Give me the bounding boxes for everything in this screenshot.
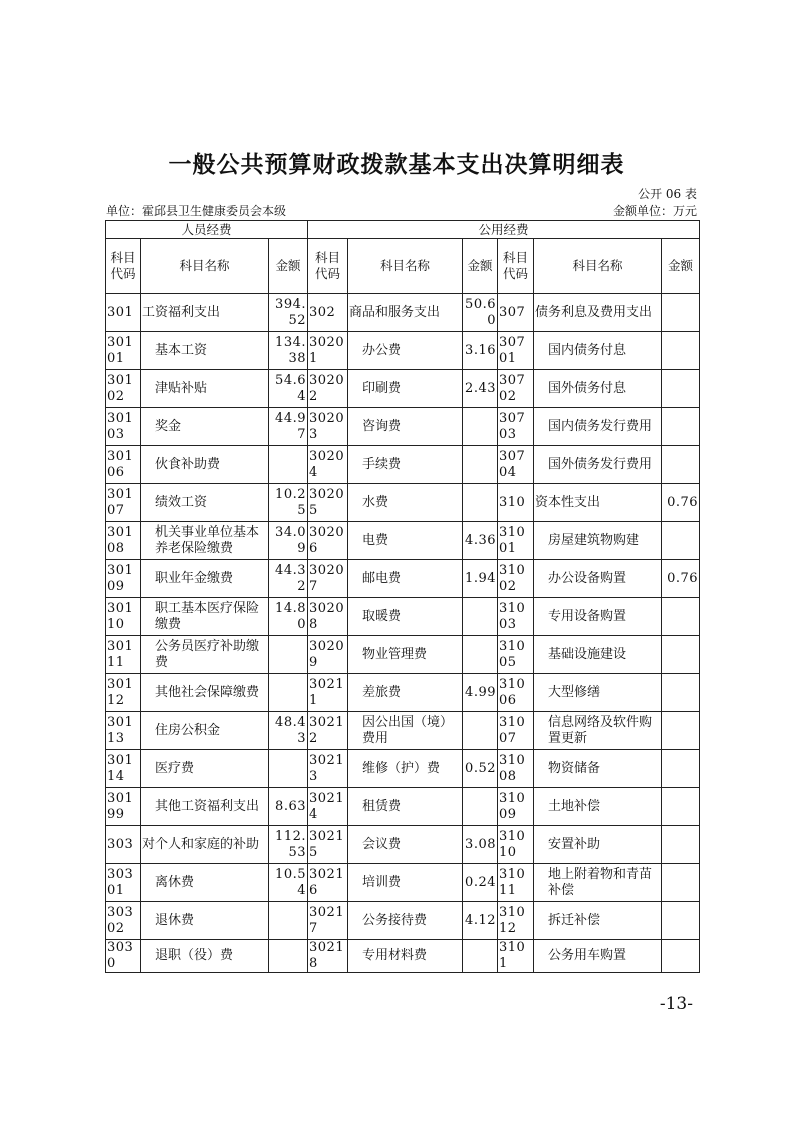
subject-name-cell: 物资储备 [534, 750, 662, 788]
money-unit-label: 金额单位：万元 [612, 204, 697, 218]
expenditure-table [105, 220, 700, 973]
subject-name-cell: 国内债务付息 [534, 332, 662, 370]
amount-cell: 54.64 [269, 370, 308, 408]
amount-cell [662, 636, 700, 674]
subject-name-cell: 专用设备购置 [534, 598, 662, 636]
subject-code-cell: 30302 [106, 902, 141, 940]
subject-name-cell: 手续费 [348, 446, 463, 484]
table-row [106, 598, 700, 636]
col-header-name: 科目名称 [534, 239, 662, 294]
subject-code-cell: 30205 [308, 484, 348, 522]
col-header-code: 科目代码 [106, 239, 141, 294]
subject-name-cell: 津贴补贴 [141, 370, 269, 408]
column-header-row [106, 239, 700, 294]
amount-cell [269, 750, 308, 788]
amount-cell: 3.16 [463, 332, 498, 370]
group-header-row [106, 221, 700, 239]
subject-code-cell: 30114 [106, 750, 141, 788]
subject-code-cell: 30216 [308, 864, 348, 902]
subject-name-cell: 医疗费 [141, 750, 269, 788]
subject-code-cell: 30209 [308, 636, 348, 674]
page-title: 一般公共预算财政拨款基本支出决算明细表 [168, 151, 625, 178]
amount-cell [269, 674, 308, 712]
subject-name-cell: 土地补偿 [534, 788, 662, 826]
amount-cell [662, 826, 700, 864]
table-row [106, 294, 700, 332]
amount-cell [463, 788, 498, 826]
amount-cell [269, 636, 308, 674]
col-header-amount: 金额 [269, 239, 308, 294]
subject-name-cell: 其他社会保障缴费 [141, 674, 269, 712]
subject-code-cell: 30107 [106, 484, 141, 522]
table-row [106, 674, 700, 712]
amount-cell [463, 940, 498, 973]
subject-code-cell: 3101 [498, 940, 534, 973]
unit-label: 单位：霍邱县卫生健康委员会本级 [106, 204, 287, 218]
table-row [106, 446, 700, 484]
subject-name-cell: 咨询费 [348, 408, 463, 446]
subject-name-cell: 办公费 [348, 332, 463, 370]
subject-code-cell: 30701 [498, 332, 534, 370]
subject-code-cell: 30204 [308, 446, 348, 484]
col-header-name: 科目名称 [141, 239, 269, 294]
subject-name-cell: 工资福利支出 [141, 294, 269, 332]
table-row [106, 370, 700, 408]
table-row [106, 826, 700, 864]
amount-cell: 4.12 [463, 902, 498, 940]
amount-cell: 48.43 [269, 712, 308, 750]
public-group-header: 公用经费 [308, 221, 700, 239]
table-row [106, 408, 700, 446]
subject-code-cell: 30202 [308, 370, 348, 408]
table-row [106, 484, 700, 522]
subject-name-cell: 退休费 [141, 902, 269, 940]
amount-cell [662, 332, 700, 370]
subject-name-cell: 物业管理费 [348, 636, 463, 674]
subject-name-cell: 差旅费 [348, 674, 463, 712]
amount-cell: 10.25 [269, 484, 308, 522]
subject-name-cell: 水费 [348, 484, 463, 522]
amount-cell [463, 484, 498, 522]
table-row [106, 940, 700, 973]
subject-code-cell: 302 [308, 294, 348, 332]
amount-cell: 34.09 [269, 522, 308, 560]
subject-code-cell: 31008 [498, 750, 534, 788]
amount-cell [463, 446, 498, 484]
subject-code-cell: 31003 [498, 598, 534, 636]
col-header-code: 科目代码 [498, 239, 534, 294]
subject-code-cell: 31009 [498, 788, 534, 826]
subject-code-cell: 31002 [498, 560, 534, 598]
col-header-amount: 金额 [662, 239, 700, 294]
subject-name-cell: 奖金 [141, 408, 269, 446]
amount-cell [662, 370, 700, 408]
subject-code-cell: 307 [498, 294, 534, 332]
col-header-name: 科目名称 [348, 239, 463, 294]
amount-cell: 4.36 [463, 522, 498, 560]
amount-cell: 8.63 [269, 788, 308, 826]
subject-code-cell: 30201 [308, 332, 348, 370]
subject-name-cell: 信息网络及软件购置更新 [534, 712, 662, 750]
subject-code-cell: 30110 [106, 598, 141, 636]
subject-name-cell: 基本工资 [141, 332, 269, 370]
amount-cell: 50.60 [463, 294, 498, 332]
subject-code-cell: 30109 [106, 560, 141, 598]
amount-cell: 2.43 [463, 370, 498, 408]
subject-code-cell: 30217 [308, 902, 348, 940]
amount-cell [463, 408, 498, 446]
subject-name-cell: 职工基本医疗保险缴费 [141, 598, 269, 636]
amount-cell [662, 788, 700, 826]
amount-cell: 0.24 [463, 864, 498, 902]
subject-code-cell: 31007 [498, 712, 534, 750]
subject-name-cell: 印刷费 [348, 370, 463, 408]
subject-code-cell: 303 [106, 826, 141, 864]
amount-cell [463, 636, 498, 674]
subject-code-cell: 30213 [308, 750, 348, 788]
page-number: -13- [659, 994, 693, 1014]
table-row [106, 636, 700, 674]
amount-cell [662, 712, 700, 750]
subject-name-cell: 安置补助 [534, 826, 662, 864]
subject-name-cell: 离休费 [141, 864, 269, 902]
subject-name-cell: 伙食补助费 [141, 446, 269, 484]
table-row [106, 522, 700, 560]
amount-cell [662, 864, 700, 902]
subject-name-cell: 公务员医疗补助缴费 [141, 636, 269, 674]
subject-name-cell: 租赁费 [348, 788, 463, 826]
amount-cell: 3.08 [463, 826, 498, 864]
amount-cell: 4.99 [463, 674, 498, 712]
subject-name-cell: 其他工资福利支出 [141, 788, 269, 826]
subject-code-cell: 31010 [498, 826, 534, 864]
amount-cell: 134.38 [269, 332, 308, 370]
subject-code-cell: 30702 [498, 370, 534, 408]
amount-cell: 44.32 [269, 560, 308, 598]
amount-cell [269, 940, 308, 973]
amount-cell [463, 712, 498, 750]
subject-code-cell: 310 [498, 484, 534, 522]
table-row [106, 788, 700, 826]
table-row [106, 864, 700, 902]
subject-code-cell: 3030 [106, 940, 141, 973]
table-row [106, 560, 700, 598]
amount-cell [662, 294, 700, 332]
table-row [106, 712, 700, 750]
subject-name-cell: 公务用车购置 [534, 940, 662, 973]
subject-name-cell: 房屋建筑物购建 [534, 522, 662, 560]
subject-name-cell: 国内债务发行费用 [534, 408, 662, 446]
subject-code-cell: 30704 [498, 446, 534, 484]
subject-code-cell: 30301 [106, 864, 141, 902]
subject-code-cell: 30206 [308, 522, 348, 560]
subject-code-cell: 31005 [498, 636, 534, 674]
subject-code-cell: 301 [106, 294, 141, 332]
subject-code-cell: 30211 [308, 674, 348, 712]
amount-cell [269, 446, 308, 484]
subject-code-cell: 30102 [106, 370, 141, 408]
table-row [106, 750, 700, 788]
subject-name-cell: 国外债务付息 [534, 370, 662, 408]
subject-code-cell: 30218 [308, 940, 348, 973]
subject-code-cell: 30106 [106, 446, 141, 484]
subject-code-cell: 30208 [308, 598, 348, 636]
amount-cell: 44.97 [269, 408, 308, 446]
amount-cell [463, 598, 498, 636]
amount-cell: 0.76 [662, 484, 700, 522]
col-header-code: 科目代码 [308, 239, 348, 294]
subject-code-cell: 30113 [106, 712, 141, 750]
subject-code-cell: 31012 [498, 902, 534, 940]
subject-name-cell: 住房公积金 [141, 712, 269, 750]
amount-cell: 0.52 [463, 750, 498, 788]
subject-code-cell: 30111 [106, 636, 141, 674]
amount-cell: 1.94 [463, 560, 498, 598]
subject-code-cell: 31011 [498, 864, 534, 902]
amount-cell: 10.54 [269, 864, 308, 902]
personnel-group-header: 人员经费 [106, 221, 308, 239]
subject-name-cell: 取暖费 [348, 598, 463, 636]
subject-name-cell: 大型修缮 [534, 674, 662, 712]
amount-cell: 394.52 [269, 294, 308, 332]
amount-cell [662, 408, 700, 446]
subject-name-cell: 债务利息及费用支出 [534, 294, 662, 332]
subject-code-cell: 30214 [308, 788, 348, 826]
amount-cell [662, 674, 700, 712]
table-row [106, 332, 700, 370]
amount-cell [662, 750, 700, 788]
subject-name-cell: 维修（护）费 [348, 750, 463, 788]
col-header-amount: 金额 [463, 239, 498, 294]
subject-name-cell: 职业年金缴费 [141, 560, 269, 598]
subject-name-cell: 资本性支出 [534, 484, 662, 522]
amount-cell [662, 446, 700, 484]
subject-name-cell: 国外债务发行费用 [534, 446, 662, 484]
table-row [106, 902, 700, 940]
subject-name-cell: 机关事业单位基本养老保险缴费 [141, 522, 269, 560]
subject-code-cell: 30101 [106, 332, 141, 370]
subject-name-cell: 绩效工资 [141, 484, 269, 522]
amount-cell [662, 940, 700, 973]
subject-code-cell: 30703 [498, 408, 534, 446]
subject-code-cell: 30203 [308, 408, 348, 446]
subject-name-cell: 退职（役）费 [141, 940, 269, 973]
subject-code-cell: 30103 [106, 408, 141, 446]
subject-name-cell: 电费 [348, 522, 463, 560]
subject-name-cell: 商品和服务支出 [348, 294, 463, 332]
amount-cell [662, 902, 700, 940]
subject-name-cell: 培训费 [348, 864, 463, 902]
subject-code-cell: 31006 [498, 674, 534, 712]
form-number: 公开 06 表 [638, 187, 697, 201]
subject-name-cell: 地上附着物和青苗补偿 [534, 864, 662, 902]
subject-code-cell: 30207 [308, 560, 348, 598]
subject-name-cell: 公务接待费 [348, 902, 463, 940]
subject-name-cell: 对个人和家庭的补助 [141, 826, 269, 864]
subject-name-cell: 专用材料费 [348, 940, 463, 973]
subject-code-cell: 30215 [308, 826, 348, 864]
amount-cell [662, 598, 700, 636]
amount-cell [662, 522, 700, 560]
amount-cell: 0.76 [662, 560, 700, 598]
amount-cell: 112.53 [269, 826, 308, 864]
amount-cell: 14.80 [269, 598, 308, 636]
subject-code-cell: 31001 [498, 522, 534, 560]
subject-name-cell: 因公出国（境）费用 [348, 712, 463, 750]
subject-name-cell: 基础设施建设 [534, 636, 662, 674]
subject-name-cell: 会议费 [348, 826, 463, 864]
subject-code-cell: 30199 [106, 788, 141, 826]
subject-code-cell: 30212 [308, 712, 348, 750]
subject-code-cell: 30108 [106, 522, 141, 560]
amount-cell [269, 902, 308, 940]
subject-name-cell: 拆迁补偿 [534, 902, 662, 940]
subject-code-cell: 30112 [106, 674, 141, 712]
subject-name-cell: 邮电费 [348, 560, 463, 598]
subject-name-cell: 办公设备购置 [534, 560, 662, 598]
